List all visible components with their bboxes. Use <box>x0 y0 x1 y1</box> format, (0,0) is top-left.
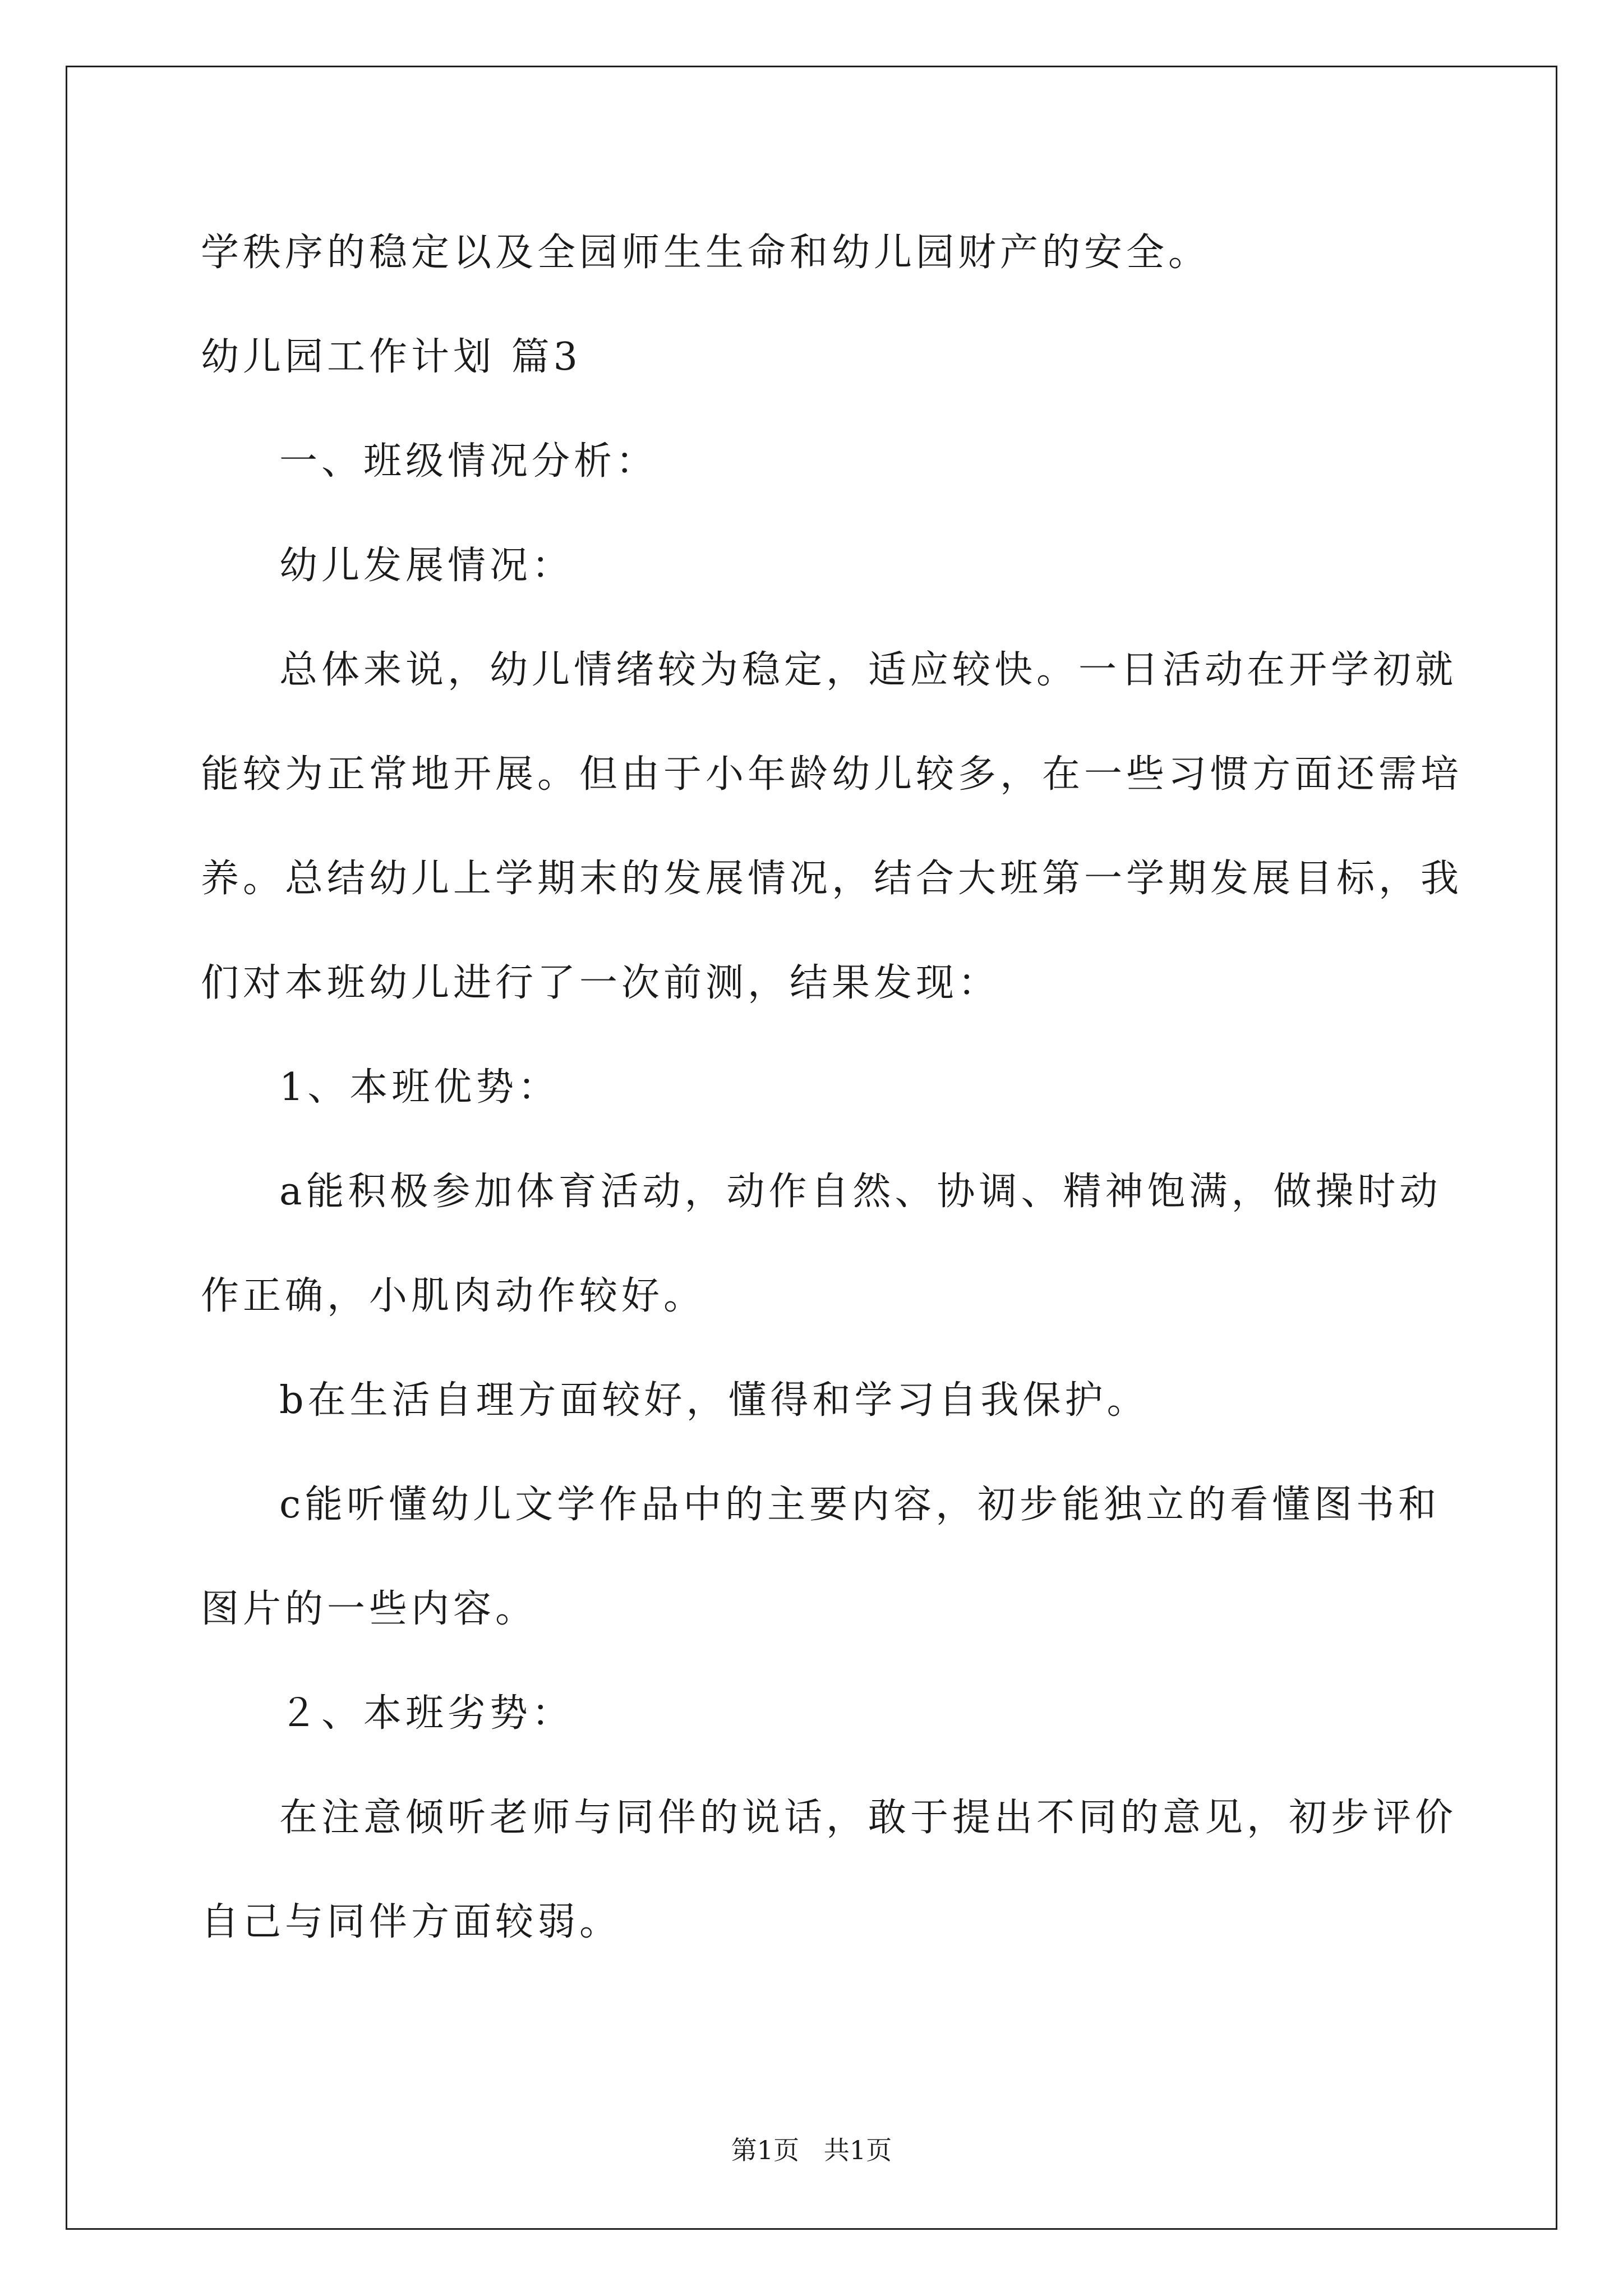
section-heading: 幼儿园工作计划 篇3 <box>201 335 582 379</box>
text-line: 学秩序的稳定以及全园师生生命和幼儿园财产的安全。 <box>201 231 1211 275</box>
text-line: 养。总结幼儿上学期末的发展情况，结合大班第一学期发展目标，我 <box>201 857 1463 901</box>
text-line: c能听懂幼儿文学作品中的主要内容，初步能独立的看懂图书和 <box>279 1483 1441 1527</box>
page-number: 第1页 共1页 <box>731 2135 892 2165</box>
text-line: 图片的一些内容。 <box>201 1587 538 1631</box>
text-line: 自己与同伴方面较弱。 <box>201 1900 622 1944</box>
subheading: 1、本班优势： <box>279 1065 560 1110</box>
text-line: 总体来说，幼儿情绪较为稳定，适应较快。一日活动在开学初就 <box>279 648 1458 692</box>
text-line: 在注意倾听老师与同伴的说话，敢于提出不同的意见，初步评价 <box>279 1796 1458 1840</box>
text-line: a能积极参加体育活动，动作自然、协调、精神饱满，做操时动 <box>279 1170 1442 1214</box>
text-line: 们对本班幼儿进行了一次前测，结果发现： <box>201 961 1000 1005</box>
text-line: 能较为正常地开展。但由于小年龄幼儿较多，在一些习惯方面还需培 <box>201 752 1463 797</box>
text-line: 作正确，小肌肉动作较好。 <box>201 1274 706 1318</box>
text-line: b在生活自理方面较好，懂得和学习自我保护。 <box>279 1378 1149 1423</box>
subheading: 幼儿发展情况： <box>279 544 574 588</box>
subheading: 一、班级情况分析： <box>279 439 658 484</box>
subheading: ２、本班劣势： <box>279 1691 574 1736</box>
